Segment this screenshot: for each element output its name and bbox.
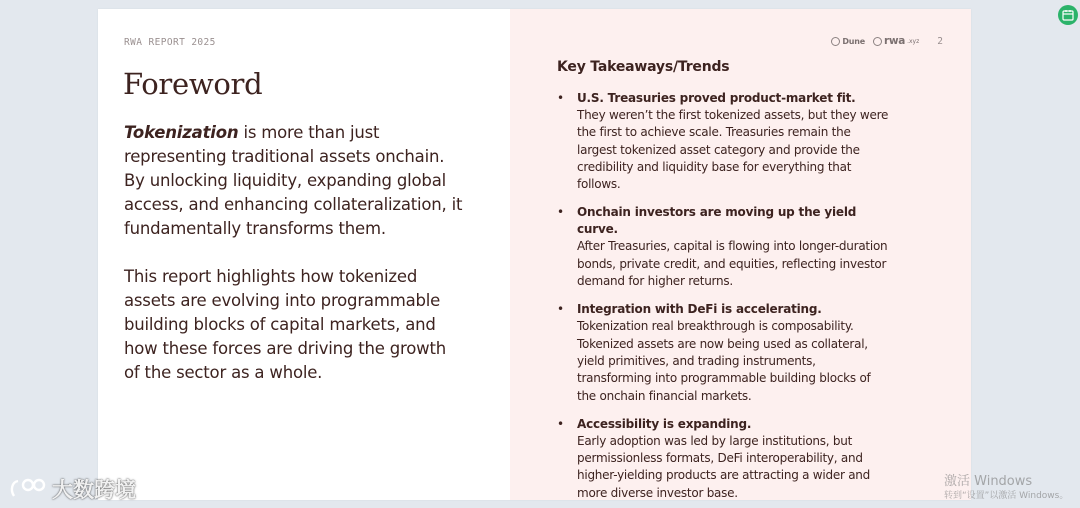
report-label: RWA REPORT 2025 [124,37,216,48]
takeaway-body: After Treasuries, capital is flowing into longer-duration bonds, private credit, and equities, reflecting investor demand for higher returns. [577,239,888,289]
bullet-icon: • [557,416,565,431]
bullet-icon: • [557,91,565,105]
bullet-icon: • [557,302,565,317]
takeaway-heading: Integration with DeFi is accelerating. [577,302,822,317]
report-page [98,9,971,500]
takeaway-heading: Accessibility is expanding. [577,416,752,431]
emphasis-tokenization: Tokenization [124,123,239,142]
paragraph-1-text: is more than just representing traditional assets onchain. By unlocking liquidity, expanding global access, and enhancing collateralization, it fundamentally transforms them. [124,123,463,238]
list-item [557,301,893,404]
rwa-logo [873,35,919,47]
rwa-logo-text: rwa [884,35,906,47]
rwa-globe-icon [873,37,882,46]
watermark [8,474,136,504]
calendar-icon[interactable] [1058,5,1078,25]
watermark-logo-icon [8,476,48,502]
takeaways-list [557,90,893,508]
activation-title: 激活 Windows [944,474,1033,489]
dune-logo [831,37,865,46]
foreword-paragraph-2: This report highlights how tokenized assets are evolving into programmable building blocks of capital markets, and how these forces are driving the growth of the sector as a whole. [124,267,446,382]
watermark-text: 大数跨境 [52,478,136,502]
dune-logo-text: Dune [842,36,866,46]
takeaway-body: They weren’t the first tokenized assets, but they were the first to achieve scale. Treasuries remain the largest tokenized asset category and provide the credibility and liquidity base for everything that follows. [577,108,889,192]
page-title: Foreword [123,67,263,101]
takeaway-heading: U.S. Treasuries proved product-market fit. [577,91,856,105]
left-panel [98,9,510,500]
list-item [557,416,893,502]
header-logos [831,35,943,47]
activation-subtitle: 转到“设置”以激活 Windows。 [944,491,1069,501]
windows-activation-notice [944,474,1068,502]
takeaway-heading: Onchain investors are moving up the yield curve. [577,205,857,237]
right-panel [510,9,971,500]
rwa-logo-suffix: .xyz [907,37,920,45]
foreword-paragraph-1 [124,121,464,241]
list-item [557,90,893,193]
takeaway-body: Early adoption was led by large institutions, but permissionless formats, DeFi interoperability, and higher-yielding products are attracting a wider and more diverse investor base. [577,433,871,500]
takeaway-body: Tokenization real breakthrough is composability. Tokenized assets are now being used as collateral, yield primitives, and trading instruments, transforming into programmable building blocks of the onchain financial markets. [577,319,871,403]
dune-logo-icon [831,37,840,46]
takeaways-title: Key Takeaways/Trends [557,59,730,75]
list-item [557,204,893,290]
page-number: 2 [937,35,943,47]
bullet-icon: • [557,205,565,220]
